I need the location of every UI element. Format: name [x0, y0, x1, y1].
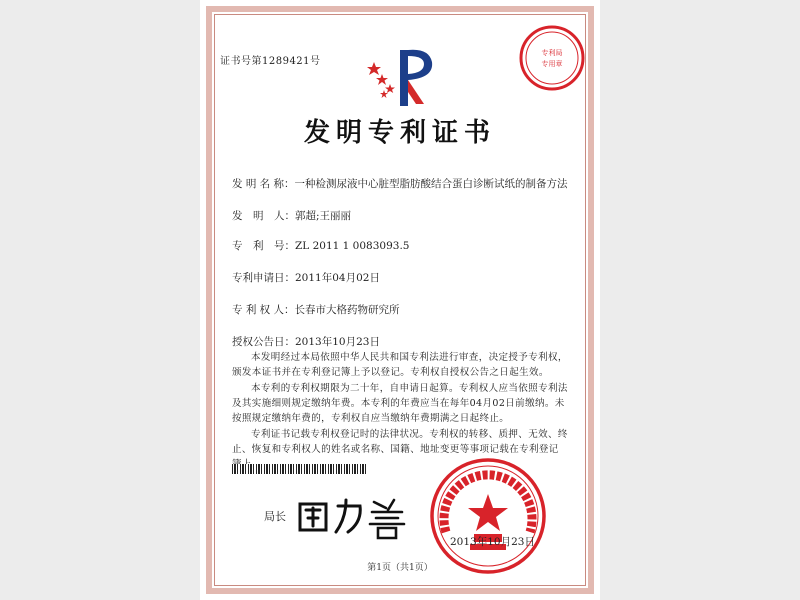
patent-office-logo: [364, 40, 444, 110]
field-label: 专 利 号：: [232, 240, 295, 252]
field-invention-name: [232, 176, 568, 191]
field-label: 发 明 人：: [232, 210, 295, 222]
field-grant-date: [232, 334, 380, 349]
field-patent-number: [232, 238, 409, 253]
field-label: 专利申请日：: [232, 272, 295, 284]
field-value: ZL 2011 1 0083093.5: [295, 240, 410, 252]
page-number: 第1页（共1页）: [367, 563, 433, 573]
field-inventor: [232, 208, 351, 223]
svg-text:专用章: 专用章: [541, 60, 563, 68]
field-value: 2011年04月02日: [295, 272, 380, 284]
certificate-page: [200, 0, 600, 600]
field-value: 长春市大格药物研究所: [294, 304, 400, 316]
field-patentee: [232, 302, 400, 317]
barcode: [232, 464, 367, 474]
field-value: 郭超;王丽丽: [295, 210, 352, 222]
field-label: 专 利 权 人：: [232, 304, 295, 316]
paragraph-grant: 本发明经过本局依照中华人民共和国专利法进行审查，决定授予专利权，颁发本证书并在专利登记簿上予以登记。专利权自授权公告之日起生效。: [232, 352, 568, 378]
certificate-number: 证书号第1289421号: [220, 56, 321, 67]
director-signature: [290, 492, 420, 542]
field-application-date: [232, 270, 380, 285]
field-label: 发 明 名 称：: [232, 178, 295, 190]
national-ip-office-seal: [428, 456, 548, 576]
field-value: 一种检测尿液中心脏型脂肪酸结合蛋白诊断试纸的制备方法: [294, 178, 568, 190]
seal-date: 2013年10月23日: [450, 536, 535, 548]
svg-text:专利局: 专利局: [541, 49, 563, 57]
paragraph-term: 本专利的专利权期限为二十年，自申请日起算。专利权人应当依照专利法及其实施细则规定缴纳年费。本专利的年费应当在每年04月02日前缴纳。未按照规定缴纳年费的，专利权自应当缴纳年费期满之日起终止。: [232, 383, 568, 424]
director-label: 局长: [264, 510, 286, 523]
field-value: 2013年10月23日: [295, 336, 380, 348]
paragraph-record: 专利证书记载专利权登记时的法律状况。专利权的转移、质押、无效、终止、恢复和专利权人的姓名或名称、国籍、地址变更等事项记载在专利登记: [232, 429, 568, 455]
certificate-title: 发明专利证书: [303, 118, 496, 148]
certificate-body: [232, 350, 568, 473]
patent-office-seal-top: [518, 24, 586, 92]
field-label: 授权公告日：: [232, 336, 295, 348]
